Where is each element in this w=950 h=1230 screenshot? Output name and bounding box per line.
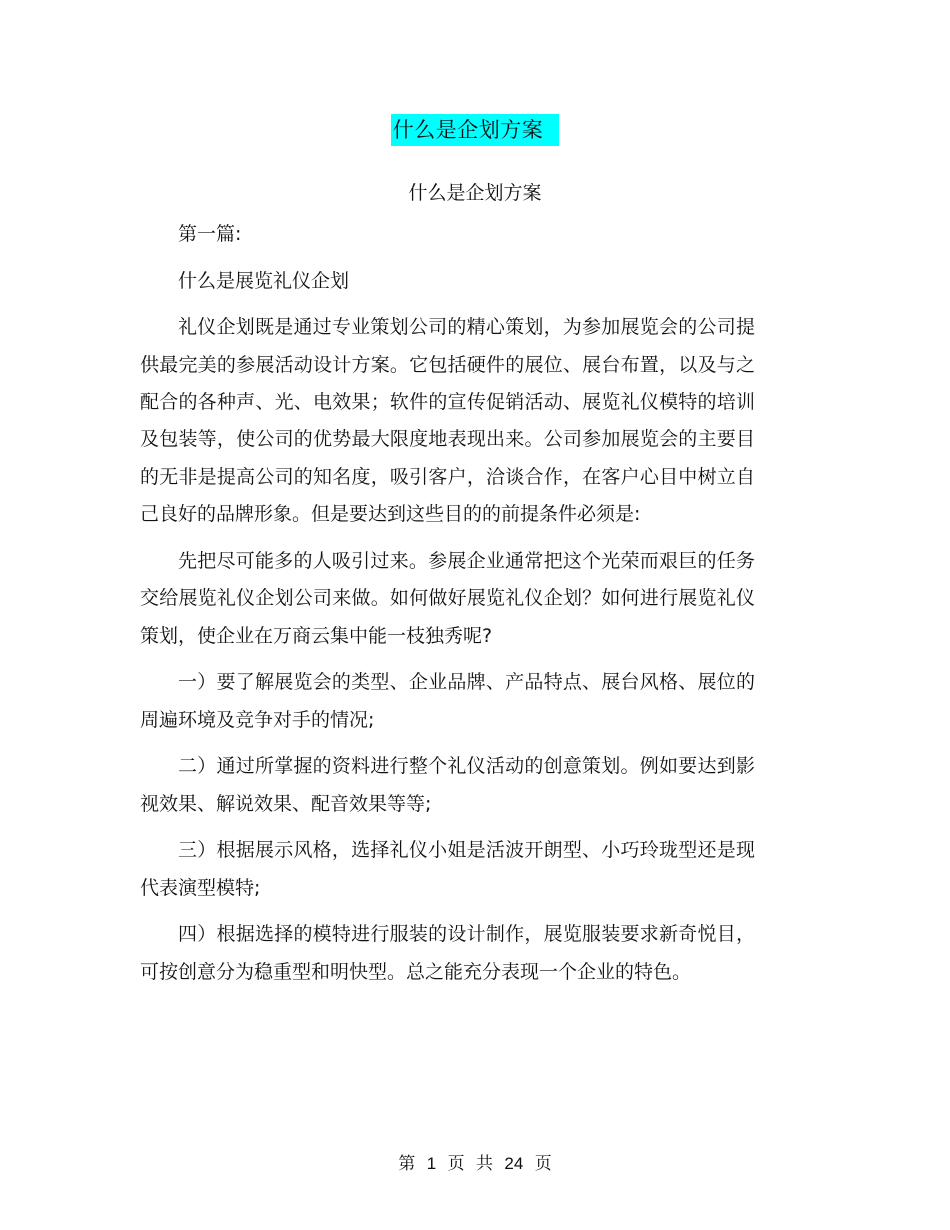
paragraph: 二）通过所掌握的资料进行整个礼仪活动的创意策划。例如要达到影视效果、解说效果、配音效果等等; — [140, 755, 755, 815]
paragraph: 什么是展览礼仪企划 — [178, 269, 350, 292]
paragraph: 第一篇: — [178, 223, 242, 245]
footer-middle: 页 共 — [447, 1154, 493, 1174]
document-body — [140, 216, 755, 991]
footer-suffix: 页 — [534, 1154, 552, 1174]
page-footer — [0, 1150, 950, 1178]
document-title: 什么是企划方案 — [391, 114, 560, 146]
paragraph: 三）根据展示风格，选择礼仪小姐是活波开朗型、小巧玲珑型还是现代表演型模特; — [140, 839, 755, 899]
title-container — [0, 114, 950, 146]
paragraph: 四）根据选择的模特进行服装的设计制作，展览服装要求新奇悦目，可按创意分为稳重型和明快型。总之能充分表现一个企业的特色。 — [140, 923, 755, 983]
footer-prefix: 第 — [398, 1154, 416, 1174]
document-subtitle: 什么是企划方案 — [408, 182, 542, 204]
paragraph: 一）要了解展览会的类型、企业品牌、产品特点、展台风格、展位的周遍环境及竞争对手的情况; — [140, 671, 755, 731]
total-pages: 24 — [504, 1154, 524, 1173]
page-number: 1 — [426, 1154, 437, 1173]
paragraph: 礼仪企划既是通过专业策划公司的精心策划，为参加展览会的公司提供最完美的参展活动设计方案。它包括硬件的展位、展台布置，以及与之配合的各种声、光、电效果；软件的宣传促销活动、展览礼仪模特的培训及包装等，使公司的优势最大限度地表现出来。公司参加展览会的主要目的无非是提高公司的知名度，吸引客户，洽谈合作，在客户心目中树立自己良好的品牌形象。但是要达到这些目的的前提条件必须是: — [140, 316, 755, 526]
paragraph: 先把尽可能多的人吸引过来。参展企业通常把这个光荣而艰巨的任务交给展览礼仪企划公司来做。如何做好展览礼仪企划？如何进行展览礼仪策划，使企业在万商云集中能一枝独秀呢? — [140, 549, 755, 647]
